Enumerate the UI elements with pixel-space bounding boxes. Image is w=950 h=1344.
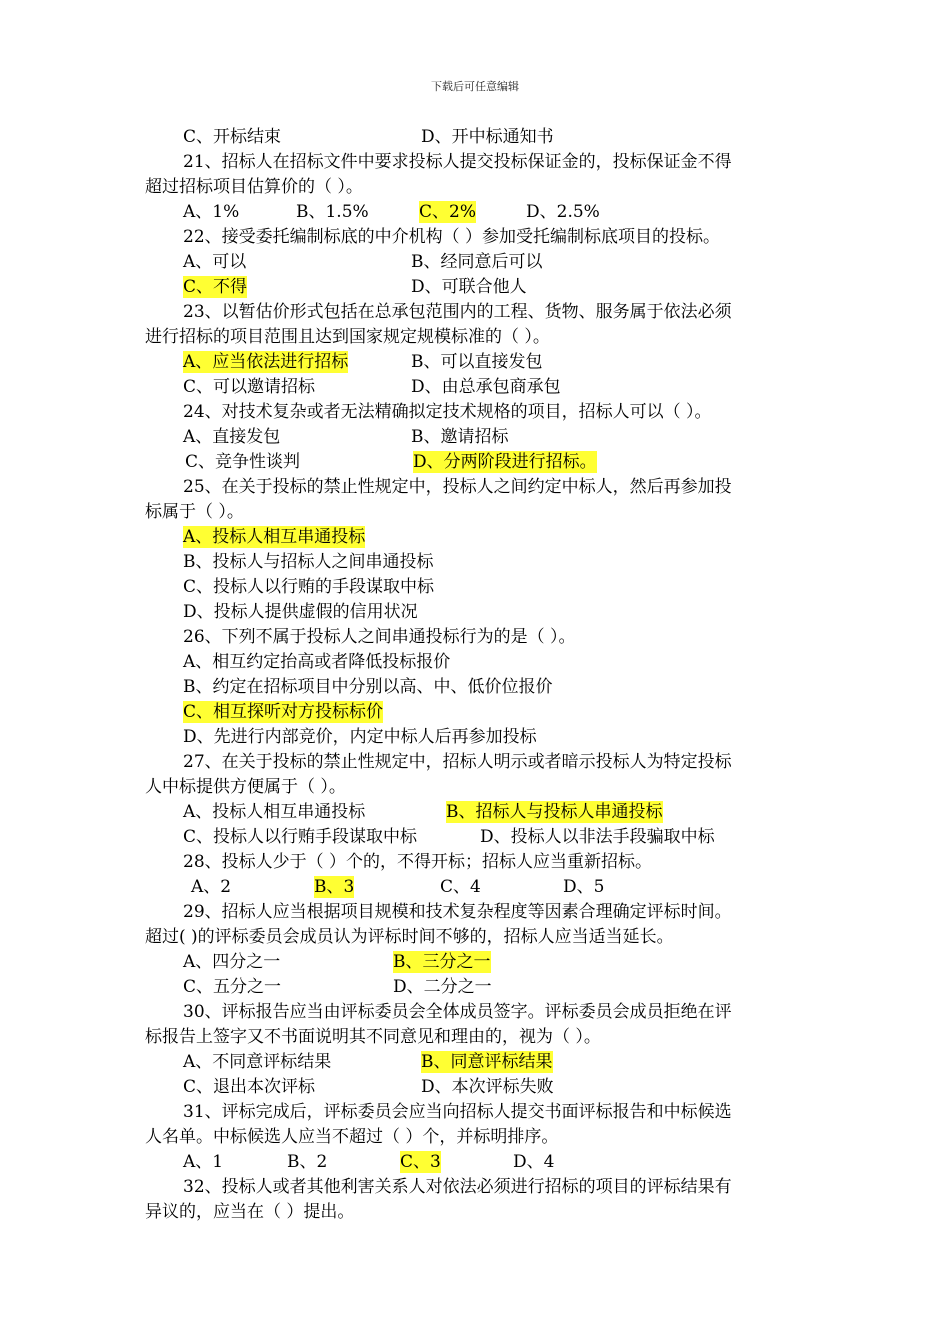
text-segment: C、投标人以行贿的手段谋取中标 <box>183 577 435 597</box>
text-segment: 超过招标项目估算价的（ ）。 <box>145 177 363 197</box>
highlighted-answer: C、3 <box>400 1152 441 1172</box>
text-segment: 进行招标的项目范围且达到国家规定规模标准的（ ）。 <box>145 327 550 347</box>
text-segment: A、投标人相互串通投标 <box>183 802 366 822</box>
text-segment: B、2 <box>287 1152 328 1172</box>
highlighted-answer: C、不得 <box>183 277 248 297</box>
text-segment: B、经同意后可以 <box>411 252 543 272</box>
text-segment: B、约定在招标项目中分别以高、中、低价位报价 <box>183 677 553 697</box>
text-segment: 29、招标人应当根据项目规模和技术复杂程度等因素合理确定评标时间。 <box>183 902 732 922</box>
text-segment: D、由总承包商承包 <box>411 377 561 397</box>
text-segment: 人名单。中标候选人应当不超过（ ）个，并标明排序。 <box>145 1127 559 1147</box>
text-segment: 27、在关于投标的禁止性规定中，招标人明示或者暗示投标人为特定投标 <box>183 752 732 772</box>
highlighted-answer: A、应当依法进行招标 <box>183 352 349 372</box>
text-segment: B、1.5% <box>296 202 369 222</box>
text-segment: B、邀请招标 <box>411 427 509 447</box>
text-segment: B、投标人与招标人之间串通投标 <box>183 552 434 572</box>
text-segment: D、先进行内部竞价，内定中标人后再参加投标 <box>183 727 537 747</box>
text-segment: 人中标提供方便属于（ ）。 <box>145 777 346 797</box>
highlighted-answer: B、招标人与投标人串通投标 <box>446 802 663 822</box>
text-segment: 30、评标报告应当由评标委员会全体成员签字。评标委员会成员拒绝在评 <box>183 1002 732 1022</box>
text-segment: D、二分之一 <box>393 977 492 997</box>
text-segment: 异议的，应当在（ ）提出。 <box>145 1202 355 1222</box>
highlighted-answer: B、3 <box>314 877 355 897</box>
highlighted-answer: A、投标人相互串通投标 <box>183 527 366 547</box>
text-segment: C、开标结束 <box>183 127 282 147</box>
text-segment: 22、接受委托编制标底的中介机构（ ）参加受托编制标底项目的投标。 <box>183 227 721 247</box>
text-segment: D、投标人以非法手段骗取中标 <box>480 827 715 847</box>
text-segment: B、可以直接发包 <box>411 352 543 372</box>
highlighted-answer: C、2% <box>419 202 476 222</box>
text-segment: 25、在关于投标的禁止性规定中，投标人之间约定中标人，然后再参加投 <box>183 477 732 497</box>
highlighted-answer: B、同意评标结果 <box>421 1052 553 1072</box>
text-segment: D、投标人提供虚假的信用状况 <box>183 602 418 622</box>
text-segment: 标报告上签字又不书面说明其不同意见和理由的，视为（ ）。 <box>145 1027 601 1047</box>
text-segment: A、不同意评标结果 <box>183 1052 332 1072</box>
text-segment: 28、投标人少于（ ）个的，不得开标；招标人应当重新招标。 <box>183 852 653 872</box>
text-segment: A、四分之一 <box>183 952 281 972</box>
text-segment: D、开中标通知书 <box>421 127 554 147</box>
text-segment: 超过( )的评标委员会成员认为评标时间不够的，招标人应当适当延长。 <box>145 927 674 947</box>
text-segment: C、投标人以行贿手段谋取中标 <box>183 827 418 847</box>
text-segment: D、2.5% <box>526 202 600 222</box>
text-segment: A、相互约定抬高或者降低投标报价 <box>183 652 451 672</box>
text-segment: C、4 <box>440 877 481 897</box>
text-segment: 21、招标人在招标文件中要求投标人提交投标保证金的，投标保证金不得 <box>183 152 732 172</box>
highlighted-answer: D、分两阶段进行招标。 <box>413 452 597 472</box>
text-segment: 23、以暂估价形式包括在总承包范围内的工程、货物、服务属于依法必须 <box>183 302 732 322</box>
text-segment: C、可以邀请招标 <box>183 377 316 397</box>
text-segment: C、退出本次评标 <box>183 1077 316 1097</box>
text-segment: A、1% <box>183 202 240 222</box>
text-segment: A、1 <box>183 1152 224 1172</box>
text-segment: A、可以 <box>183 252 247 272</box>
text-segment: D、本次评标失败 <box>421 1077 554 1097</box>
highlighted-answer: C、相互探听对方投标标价 <box>183 702 384 722</box>
text-segment: C、竞争性谈判 <box>185 452 301 472</box>
highlighted-answer: B、三分之一 <box>393 952 491 972</box>
text-segment: 32、投标人或者其他利害关系人对依法必须进行招标的项目的评标结果有 <box>183 1177 732 1197</box>
page-header: 下载后可任意编辑 <box>431 80 519 93</box>
text-segment: C、五分之一 <box>183 977 282 997</box>
text-segment: D、4 <box>513 1152 555 1172</box>
text-segment: A、直接发包 <box>183 427 281 447</box>
text-segment: D、5 <box>563 877 605 897</box>
text-segment: A、2 <box>191 877 232 897</box>
text-segment: D、可联合他人 <box>411 277 527 297</box>
text-segment: 24、对技术复杂或者无法精确拟定技术规格的项目，招标人可以（ ）。 <box>183 402 712 422</box>
text-segment: 31、评标完成后，评标委员会应当向招标人提交书面评标报告和中标候选 <box>183 1102 732 1122</box>
text-segment: 标属于（ ）。 <box>145 502 244 522</box>
text-segment: 26、下列不属于投标人之间串通投标行为的是（ ）。 <box>183 627 576 647</box>
